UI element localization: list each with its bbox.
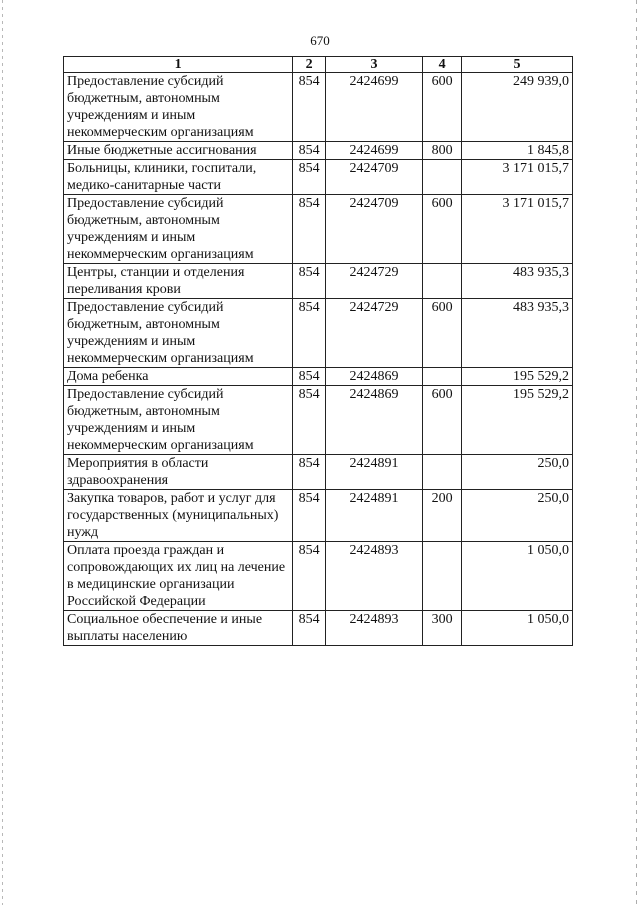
cell-article: 2424699 xyxy=(325,73,422,142)
cell-expense-type: 800 xyxy=(423,142,462,160)
cell-name: Предоставление субсидий бюджетным, автономным учреждениям и иным некоммерческим организациям xyxy=(64,299,293,368)
header-col-2: 2 xyxy=(293,57,325,73)
scan-edge-left xyxy=(2,0,3,905)
cell-name: Иные бюджетные ассигнования xyxy=(64,142,293,160)
cell-ministry: 854 xyxy=(293,73,325,142)
cell-ministry: 854 xyxy=(293,195,325,264)
cell-ministry: 854 xyxy=(293,611,325,646)
cell-expense-type: 600 xyxy=(423,195,462,264)
cell-name: Социальное обеспечение и иные выплаты населению xyxy=(64,611,293,646)
table-row xyxy=(64,386,573,455)
cell-article: 2424891 xyxy=(325,455,422,490)
table-row xyxy=(64,73,573,142)
cell-expense-type xyxy=(423,160,462,195)
table-row xyxy=(64,455,573,490)
table-body xyxy=(64,73,573,646)
table-row xyxy=(64,542,573,611)
cell-ministry: 854 xyxy=(293,142,325,160)
cell-expense-type xyxy=(423,264,462,299)
cell-name: Предоставление субсидий бюджетным, автономным учреждениям и иным некоммерческим организациям xyxy=(64,73,293,142)
cell-article: 2424893 xyxy=(325,542,422,611)
table-row xyxy=(64,299,573,368)
table-row xyxy=(64,490,573,542)
table-row xyxy=(64,195,573,264)
table-row xyxy=(64,160,573,195)
cell-expense-type: 600 xyxy=(423,386,462,455)
cell-expense-type xyxy=(423,368,462,386)
table-header xyxy=(64,57,573,73)
cell-amount: 1 050,0 xyxy=(461,611,572,646)
scan-edge-right xyxy=(636,0,637,905)
cell-amount: 3 171 015,7 xyxy=(461,195,572,264)
cell-amount: 1 050,0 xyxy=(461,542,572,611)
cell-name: Предоставление субсидий бюджетным, автономным учреждениям и иным некоммерческим организациям xyxy=(64,195,293,264)
cell-article: 2424891 xyxy=(325,490,422,542)
table-row xyxy=(64,142,573,160)
cell-expense-type: 600 xyxy=(423,73,462,142)
cell-ministry: 854 xyxy=(293,490,325,542)
cell-amount: 1 845,8 xyxy=(461,142,572,160)
page-number: 670 xyxy=(310,33,330,48)
cell-amount: 483 935,3 xyxy=(461,299,572,368)
cell-amount: 250,0 xyxy=(461,490,572,542)
header-row xyxy=(64,57,573,73)
cell-ministry: 854 xyxy=(293,299,325,368)
cell-article: 2424729 xyxy=(325,264,422,299)
cell-ministry: 854 xyxy=(293,160,325,195)
cell-name: Центры, станции и отделения переливания крови xyxy=(64,264,293,299)
budget-table xyxy=(63,56,573,646)
cell-article: 2424699 xyxy=(325,142,422,160)
header-col-4: 4 xyxy=(423,57,462,73)
cell-ministry: 854 xyxy=(293,386,325,455)
cell-amount: 249 939,0 xyxy=(461,73,572,142)
cell-expense-type: 300 xyxy=(423,611,462,646)
cell-name: Оплата проезда граждан и сопровождающих их лиц на лечение в медицинские организации Российской Федерации xyxy=(64,542,293,611)
cell-article: 2424893 xyxy=(325,611,422,646)
cell-ministry: 854 xyxy=(293,368,325,386)
cell-expense-type: 600 xyxy=(423,299,462,368)
cell-name: Больницы, клиники, госпитали, медико-санитарные части xyxy=(64,160,293,195)
table-row xyxy=(64,368,573,386)
cell-amount: 483 935,3 xyxy=(461,264,572,299)
cell-name: Дома ребенка xyxy=(64,368,293,386)
cell-article: 2424709 xyxy=(325,195,422,264)
cell-amount: 250,0 xyxy=(461,455,572,490)
cell-amount: 3 171 015,7 xyxy=(461,160,572,195)
cell-name: Закупка товаров, работ и услуг для государственных (муниципальных) нужд xyxy=(64,490,293,542)
table-row xyxy=(64,264,573,299)
cell-name: Предоставление субсидий бюджетным, автономным учреждениям и иным некоммерческим организациям xyxy=(64,386,293,455)
cell-article: 2424869 xyxy=(325,368,422,386)
cell-name: Мероприятия в области здравоохранения xyxy=(64,455,293,490)
cell-amount: 195 529,2 xyxy=(461,386,572,455)
cell-expense-type xyxy=(423,542,462,611)
cell-ministry: 854 xyxy=(293,455,325,490)
cell-article: 2424709 xyxy=(325,160,422,195)
header-col-5: 5 xyxy=(461,57,572,73)
cell-ministry: 854 xyxy=(293,542,325,611)
table-row xyxy=(64,611,573,646)
header-col-1: 1 xyxy=(64,57,293,73)
cell-ministry: 854 xyxy=(293,264,325,299)
cell-article: 2424729 xyxy=(325,299,422,368)
header-col-3: 3 xyxy=(325,57,422,73)
cell-expense-type: 200 xyxy=(423,490,462,542)
cell-article: 2424869 xyxy=(325,386,422,455)
cell-amount: 195 529,2 xyxy=(461,368,572,386)
cell-expense-type xyxy=(423,455,462,490)
